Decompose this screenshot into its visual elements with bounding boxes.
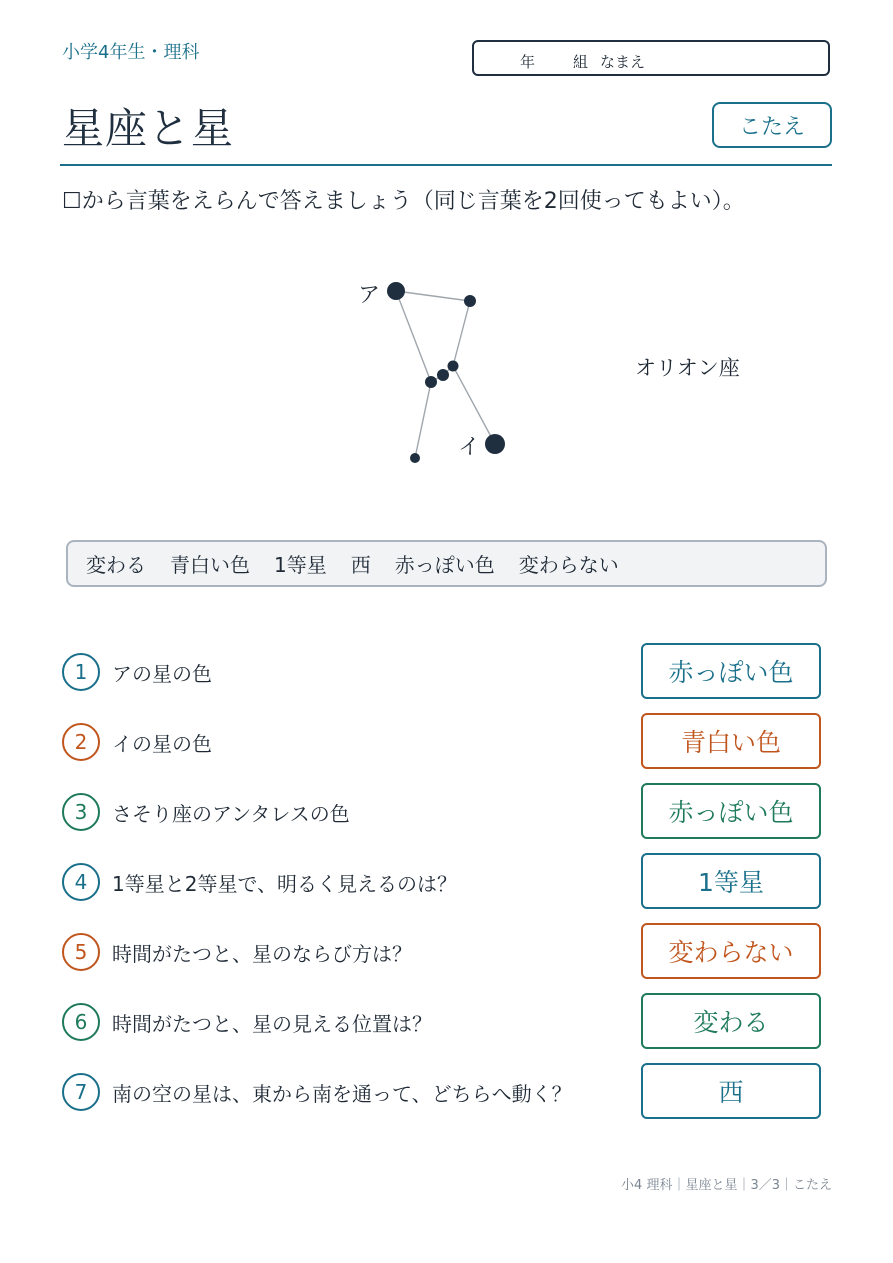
question-number: 1 — [62, 653, 100, 691]
belt-star — [425, 376, 437, 388]
grade-subject: 小学4年生・理科 — [62, 42, 200, 63]
question-number: 2 — [62, 723, 100, 761]
question-row — [62, 1063, 832, 1119]
year-label: 年 — [520, 53, 536, 71]
question-row — [62, 853, 832, 909]
name-label: なまえ — [600, 53, 646, 71]
star-a — [387, 282, 405, 300]
class-label: 組 — [573, 53, 589, 71]
word-bank-item: 赤っぽい色 — [394, 553, 495, 577]
question-text: 南の空の星は、東から南を通って、どちらへ動く？ — [112, 1082, 572, 1106]
page-footer: 小4 理科｜星座と星｜3／3｜こたえ — [621, 1178, 832, 1193]
question-text: イの星の色 — [112, 732, 212, 756]
instruction-text: ☐から言葉をえらんで答えましょう（同じ言葉を2回使ってもよい）。 — [62, 189, 745, 214]
star-i — [485, 434, 505, 454]
question-text: さそり座のアンタレスの色 — [112, 802, 350, 826]
belt-star — [437, 369, 449, 381]
question-row — [62, 783, 832, 839]
answer-box[interactable]: 西 — [641, 1063, 821, 1119]
constellation-name: オリオン座 — [635, 356, 740, 380]
star — [410, 453, 420, 463]
question-text: 時間がたつと、星のならび方は？ — [112, 942, 412, 966]
question-number: 6 — [62, 1003, 100, 1041]
question-number: 4 — [62, 863, 100, 901]
answer-box[interactable]: 変わらない — [641, 923, 821, 979]
question-row — [62, 993, 832, 1049]
answer-box[interactable]: 1等星 — [641, 853, 821, 909]
question-text: 1等星と2等星で、明るく見えるのは？ — [112, 872, 458, 896]
question-number: 5 — [62, 933, 100, 971]
question-row — [62, 713, 832, 769]
belt-star — [448, 361, 459, 372]
question-row — [62, 643, 832, 699]
word-bank-item: 変わらない — [518, 553, 619, 577]
star-label-a: ア — [358, 283, 381, 308]
word-bank-item: 青白い色 — [170, 553, 250, 577]
page-title: 星座と星 — [62, 104, 235, 153]
word-bank-item: 西 — [350, 553, 371, 577]
star-label-i: イ — [458, 435, 481, 460]
answer-box[interactable]: 青白い色 — [641, 713, 821, 769]
question-number: 7 — [62, 1073, 100, 1111]
answer-badge: こたえ — [712, 102, 832, 148]
name-field[interactable] — [472, 40, 830, 76]
question-text: アの星の色 — [112, 662, 212, 686]
word-bank-item: 1等星 — [274, 553, 327, 577]
header-divider — [60, 164, 832, 166]
star — [464, 295, 476, 307]
word-bank-item: 変わる — [86, 553, 146, 577]
question-number: 3 — [62, 793, 100, 831]
word-bank — [66, 540, 827, 587]
answer-box[interactable]: 赤っぽい色 — [641, 643, 821, 699]
orion-diagram — [330, 260, 770, 480]
question-text: 時間がたつと、星の見える位置は？ — [112, 1012, 432, 1036]
answer-box[interactable]: 赤っぽい色 — [641, 783, 821, 839]
question-row — [62, 923, 832, 979]
answer-box[interactable]: 変わる — [641, 993, 821, 1049]
